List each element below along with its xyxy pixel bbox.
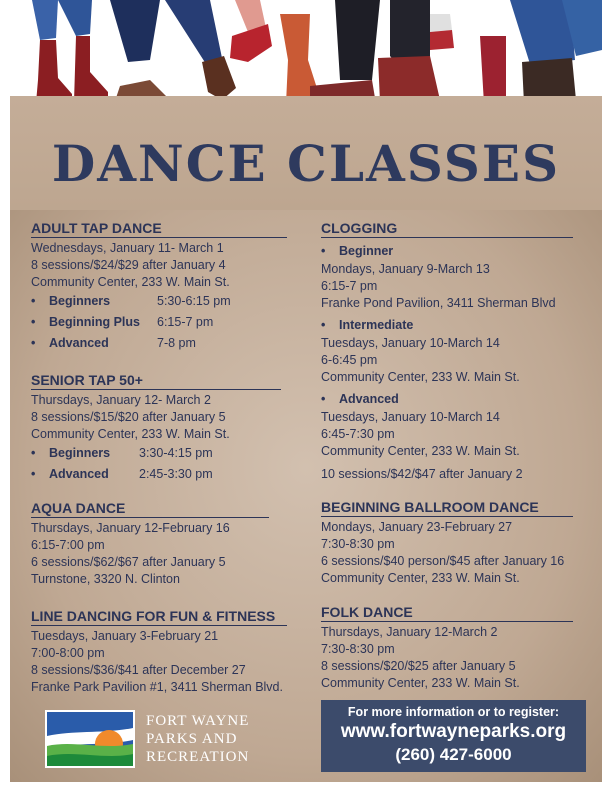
- aqua-price: 6 sessions/$62/$67 after January 5: [31, 555, 226, 569]
- bullet: •: [321, 318, 326, 332]
- level-time: 2:45-3:30 pm: [139, 467, 213, 481]
- senior-tap-level-advanced: [31, 464, 281, 485]
- level-name: Advanced: [339, 392, 399, 406]
- clogging-advanced-time: 6:45-7:30 pm: [321, 427, 395, 441]
- bullet: •: [321, 392, 326, 406]
- clogging-intermediate-time: 6-6:45 pm: [321, 353, 378, 367]
- page-title: DANCE CLASSES: [51, 134, 561, 193]
- clogging-intermediate-location: Community Center, 233 W. Main St.: [321, 370, 520, 384]
- clogging-beginner-location: Franke Pond Pavilion, 3411 Sherman Blvd: [321, 296, 556, 310]
- senior-tap-heading: SENIOR TAP 50+: [31, 372, 281, 390]
- senior-tap-level-beginners: [31, 443, 281, 464]
- bullet: •: [31, 467, 36, 481]
- logo-line-1: FORT WAYNE: [146, 713, 250, 729]
- folk-heading: FOLK DANCE: [321, 604, 573, 622]
- clogging-price: 10 sessions/$42/$47 after January 2: [321, 467, 523, 481]
- level-name: Intermediate: [339, 318, 414, 332]
- line-dancing-price: 8 sessions/$36/$41 after December 27: [31, 663, 246, 677]
- adult-tap-location: Community Center, 233 W. Main St.: [31, 275, 230, 289]
- clogging-advanced-location: Community Center, 233 W. Main St.: [321, 444, 520, 458]
- level-time: 3:30-4:15 pm: [139, 446, 213, 460]
- website-link[interactable]: www.fortwayneparks.org: [340, 721, 567, 742]
- adult-tap-level-advanced: [31, 333, 287, 354]
- bullet: •: [321, 244, 326, 258]
- bullet: •: [31, 446, 36, 460]
- clogging-intermediate-label: [321, 315, 573, 335]
- senior-tap-price: 8 sessions/$15/$20 after January 5: [31, 410, 226, 424]
- ballroom-section: [321, 499, 573, 587]
- logo-line-2: PARKS AND: [146, 731, 238, 747]
- ballroom-price: 6 sessions/$40 person/$45 after January 16: [321, 554, 565, 568]
- level-name: Beginner: [339, 244, 394, 258]
- adult-tap-level-beginning-plus: [31, 312, 287, 333]
- level-name: Beginners: [49, 446, 111, 460]
- adult-tap-heading: ADULT TAP DANCE: [31, 220, 287, 238]
- aqua-heading: AQUA DANCE: [31, 500, 269, 518]
- senior-tap-section: [31, 372, 281, 485]
- clogging-intermediate-days: Tuesdays, January 10-March 14: [321, 336, 500, 350]
- adult-tap-level-beginners: [31, 291, 287, 312]
- senior-tap-days: Thursdays, January 12- March 2: [31, 393, 211, 407]
- ballroom-time: 7:30-8:30 pm: [321, 537, 395, 551]
- level-name: Beginners: [49, 294, 111, 308]
- level-time: 7-8 pm: [157, 336, 196, 350]
- aqua-dance-section: [31, 500, 269, 588]
- logo-line-3: RECREATION: [146, 749, 250, 765]
- bullet: •: [31, 294, 36, 308]
- folk-price: 8 sessions/$20/$25 after January 5: [321, 659, 516, 673]
- folk-section: [321, 604, 573, 692]
- line-dancing-section: [31, 608, 287, 696]
- line-dancing-days: Tuesdays, January 3-February 21: [31, 629, 219, 643]
- clogging-beginner-time: 6:15-7 pm: [321, 279, 378, 293]
- line-dancing-location: Franke Park Pavilion #1, 3411 Sherman Blvd.: [31, 680, 283, 694]
- line-dancing-time: 7:00-8:00 pm: [31, 646, 105, 660]
- folk-location: Community Center, 233 W. Main St.: [321, 676, 520, 690]
- bullet: •: [31, 336, 36, 350]
- aqua-location: Turnstone, 3320 N. Clinton: [31, 572, 180, 586]
- adult-tap-price: 8 sessions/$24/$29 after January 4: [31, 258, 226, 272]
- logo-mark-icon: [45, 710, 135, 768]
- clogging-section: [321, 220, 573, 483]
- fort-wayne-parks-logo: [45, 710, 260, 770]
- bullet: •: [31, 315, 36, 329]
- info-heading: For more information or to register:: [347, 705, 560, 719]
- ballroom-heading: BEGINNING BALLROOM DANCE: [321, 499, 573, 517]
- level-time: 5:30-6:15 pm: [157, 294, 231, 308]
- aqua-days: Thursdays, January 12-February 16: [31, 521, 230, 535]
- folk-time: 7:30-8:30 pm: [321, 642, 395, 656]
- level-name: Beginning Plus: [49, 315, 140, 329]
- ballroom-days: Mondays, January 23-February 27: [321, 520, 513, 534]
- senior-tap-location: Community Center, 233 W. Main St.: [31, 427, 230, 441]
- adult-tap-section: [31, 220, 287, 354]
- aqua-time: 6:15-7:00 pm: [31, 538, 105, 552]
- ballroom-location: Community Center, 233 W. Main St.: [321, 571, 520, 585]
- phone-number[interactable]: (260) 427-6000: [395, 745, 512, 764]
- title-band: [10, 96, 602, 210]
- clogging-advanced-label: [321, 389, 573, 409]
- clogging-beginner-days: Mondays, January 9-March 13: [321, 262, 490, 276]
- clogging-heading: CLOGGING: [321, 220, 573, 238]
- level-time: 6:15-7 pm: [157, 315, 214, 329]
- level-name: Advanced: [49, 336, 109, 350]
- level-name: Advanced: [49, 467, 109, 481]
- adult-tap-days: Wednesdays, January 11- March 1: [31, 241, 224, 255]
- clogging-advanced-days: Tuesdays, January 10-March 14: [321, 410, 500, 424]
- clogging-beginner-label: [321, 241, 573, 261]
- contact-info-box: [321, 700, 586, 772]
- line-dancing-heading: LINE DANCING FOR FUN & FITNESS: [31, 608, 287, 626]
- folk-days: Thursdays, January 12-March 2: [321, 625, 498, 639]
